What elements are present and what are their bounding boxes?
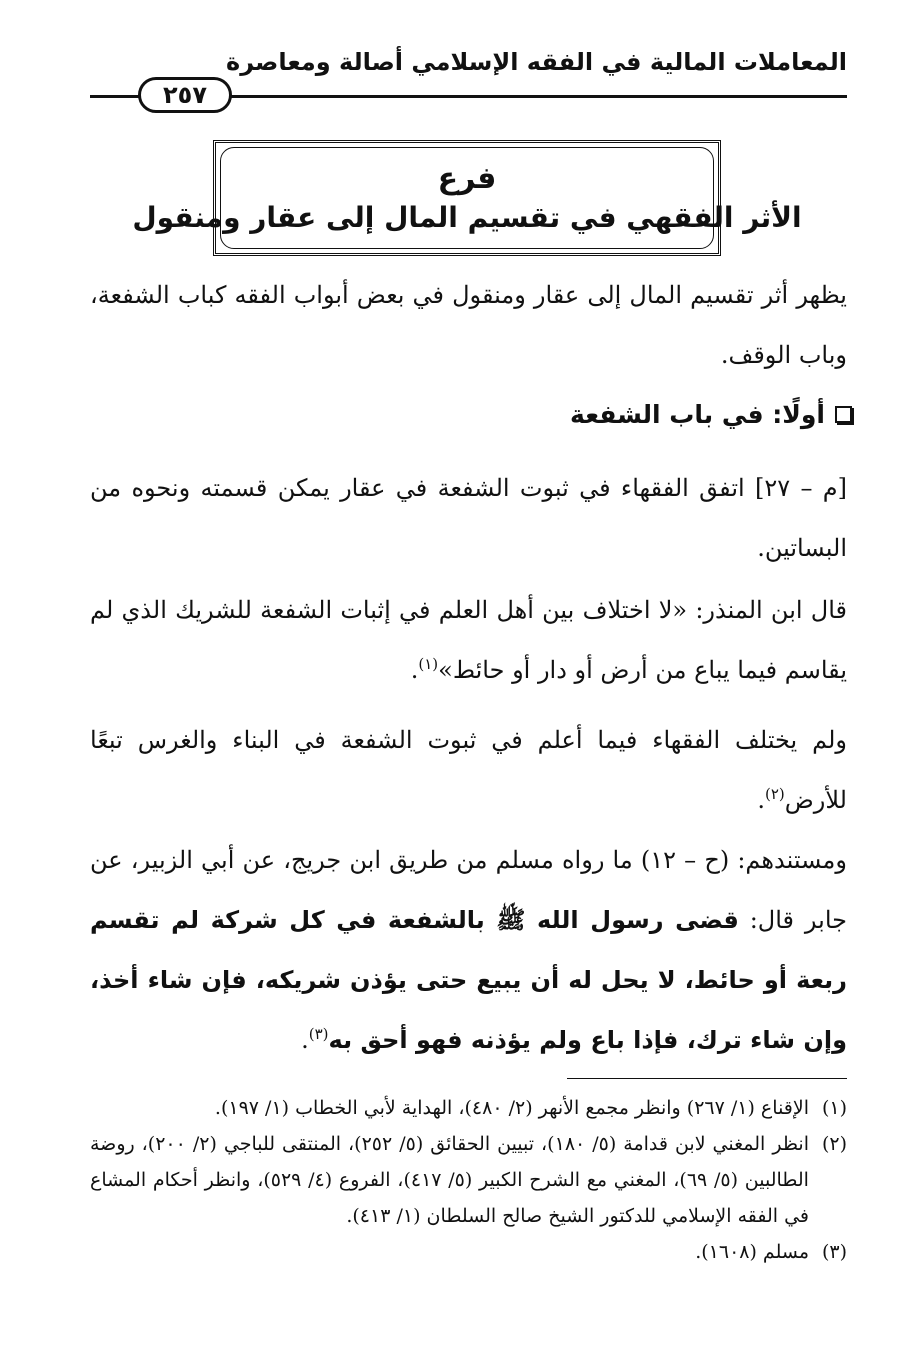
- footnote-text: مسلم (١٦٠٨).: [695, 1241, 809, 1263]
- footnote-1: [90, 1090, 847, 1126]
- period: .: [410, 656, 419, 684]
- section-title: الأثر الفقهي في تقسيم المال إلى عقار ومنقول: [132, 201, 802, 234]
- footnote-ref-1: (١): [418, 655, 439, 673]
- footnote-number: (١): [821, 1097, 847, 1119]
- running-title: المعاملات المالية في الفقه الإسلامي أصالة ومعاصرة: [226, 48, 847, 76]
- ibn-mundhir-text: قال ابن المنذر: «لا اختلاف بين أهل العلم في إثبات الشفعة للشريك الذي لم يقاسم فيما يباع من أرض أو دار أو حائط»: [90, 596, 847, 684]
- footnote-ref-3: (٣): [308, 1025, 329, 1043]
- section-title-frame: [132, 140, 802, 256]
- no-dispute-paragraph: [90, 710, 847, 830]
- page-number: ٢٥٧: [138, 77, 232, 113]
- footnote-text: الإقناع (١/ ٢٦٧) وانظر مجمع الأنهر (٢/ ٤٨٠)، الهداية لأبي الخطاب (١/ ١٩٧).: [214, 1097, 809, 1119]
- square-bullet-icon: [835, 406, 852, 423]
- footnote-ref-2: (٢): [764, 785, 785, 803]
- no-dispute-text: ولم يختلف الفقهاء فيما أعلم في ثبوت الشفعة في البناء والغرس تبعًا للأرض: [90, 726, 847, 814]
- section-label: فرع: [437, 161, 497, 196]
- footnote-text: انظر المغني لابن قدامة (٥/ ١٨٠)، تبيين الحقائق (٥/ ٢٥٢)، المنتقى للباجي (٢/ ٢٠٠)، روضة الطالبين (٥/ ٦٩)، المغني مع الشرح الكبير (٥/ ٤١٧)، الفروع (٤/ ٥٢٩)، وانظر أحكام المشاع في الفقه الإسلامي للدكتور الشيخ صالح السلطان (١/ ٤١٣).: [90, 1133, 809, 1227]
- ibn-mundhir-paragraph: [90, 580, 847, 700]
- footnote-number: (٣): [821, 1241, 847, 1263]
- period: .: [757, 786, 765, 814]
- footnote-number: (٢): [821, 1133, 847, 1155]
- hadith-text: قضى رسول الله ﷺ بالشفعة في كل شركة لم تقسم ربعة أو حائط، لا يحل له أن يبيع حتى يؤذن شريكه، فإن شاء أخذ، وإن شاء ترك، فإذا باع ولم يؤذنه فهو أحق به: [90, 906, 847, 1054]
- intro-paragraph: يظهر أثر تقسيم المال إلى عقار ومنقول في بعض أبواب الفقه كباب الشفعة، وباب الوقف.: [90, 281, 847, 369]
- subheading: أولًا: في باب الشفعة: [569, 400, 825, 429]
- footnote-2: [90, 1126, 847, 1234]
- footnote-3: [90, 1234, 847, 1270]
- evidence-lead-text: ومستندهم: (ح – ١٢) ما رواه مسلم من طريق ابن جريج، عن أبي الزبير، عن جابر قال:: [90, 846, 848, 934]
- footnote-separator: [567, 1078, 847, 1079]
- period: .: [301, 1026, 309, 1054]
- evidence-paragraph: [90, 830, 847, 1070]
- footnotes: [90, 1090, 847, 1270]
- issue-paragraph: [م – ٢٧] اتفق الفقهاء في ثبوت الشفعة في عقار يمكن قسمته ونحوه من البساتين.: [90, 474, 848, 562]
- subheading-row: [570, 400, 852, 429]
- section-title-inner-frame: [132, 147, 802, 249]
